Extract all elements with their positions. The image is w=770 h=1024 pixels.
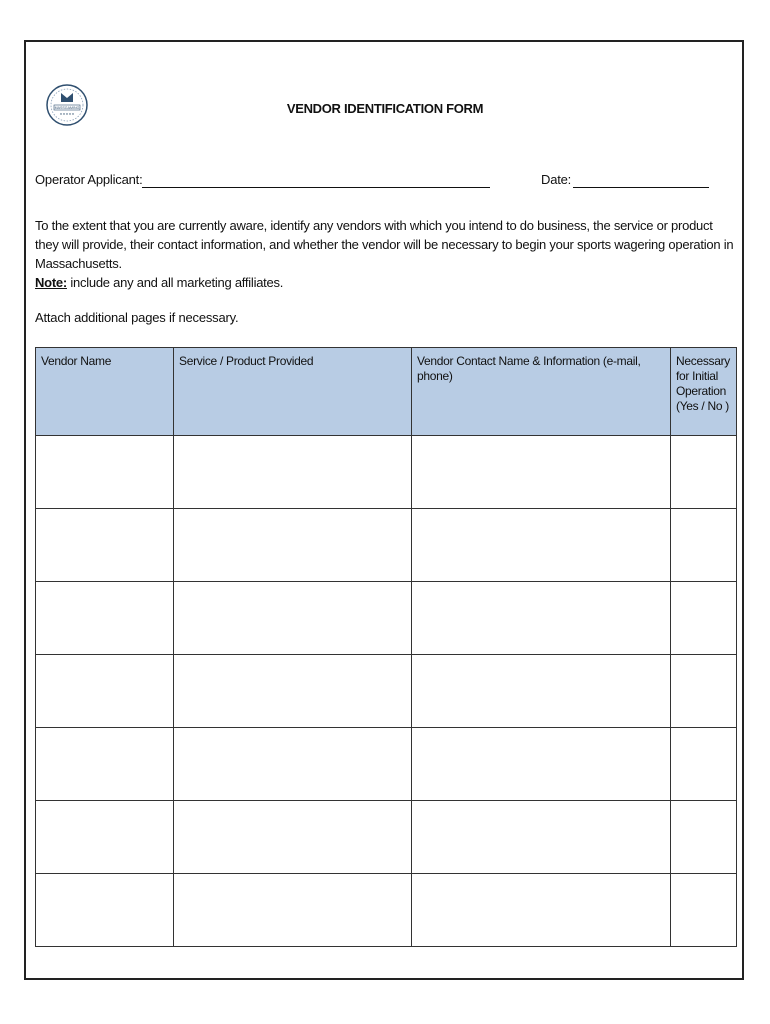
service-product-cell[interactable] (174, 509, 412, 582)
vendor-contact-cell[interactable] (412, 801, 671, 874)
vendor-name-cell[interactable] (36, 801, 174, 874)
necessary-cell[interactable] (671, 582, 737, 655)
vendor-contact-cell[interactable] (412, 436, 671, 509)
operator-applicant-field[interactable] (142, 187, 490, 188)
instructions-text: To the extent that you are currently aware, identify any vendors with which you intend to do business, the service or product they will provide, their contact information, and whether the vendor will be necessary to begin your sports wagering operation in Massachusetts. (35, 218, 734, 271)
table-row (36, 436, 737, 509)
service-product-cell[interactable] (174, 436, 412, 509)
header-service-product: Service / Product Provided (174, 348, 412, 436)
note-label: Note: (35, 275, 67, 290)
table-row (36, 801, 737, 874)
vendor-contact-cell[interactable] (412, 509, 671, 582)
note-text: include any and all marketing affiliates. (66, 275, 284, 290)
vendor-table (35, 347, 737, 947)
form-title: VENDOR IDENTIFICATION FORM (286, 101, 484, 116)
header-vendor-contact: Vendor Contact Name & Information (e-mail, phone) (412, 348, 671, 436)
vendor-contact-cell[interactable] (412, 728, 671, 801)
date-label: Date: (541, 172, 572, 187)
vendor-contact-cell[interactable] (412, 655, 671, 728)
table-row (36, 582, 737, 655)
service-product-cell[interactable] (174, 728, 412, 801)
necessary-cell[interactable] (671, 655, 737, 728)
instructions-paragraph (35, 216, 737, 292)
vendor-name-cell[interactable] (36, 728, 174, 801)
vendor-contact-cell[interactable] (412, 582, 671, 655)
necessary-cell[interactable] (671, 801, 737, 874)
vendor-name-cell[interactable] (36, 655, 174, 728)
table-row (36, 655, 737, 728)
header-necessary-initial-operation: Necessary for Initial Operation (Yes / No ) (671, 348, 737, 436)
necessary-cell[interactable] (671, 509, 737, 582)
vendor-name-cell[interactable] (36, 582, 174, 655)
necessary-cell[interactable] (671, 874, 737, 947)
necessary-cell[interactable] (671, 436, 737, 509)
attach-pages-note: Attach additional pages if necessary. (35, 310, 239, 325)
service-product-cell[interactable] (174, 801, 412, 874)
service-product-cell[interactable] (174, 582, 412, 655)
table-row (36, 728, 737, 801)
vendor-name-cell[interactable] (36, 436, 174, 509)
date-field[interactable] (573, 187, 709, 188)
service-product-cell[interactable] (174, 655, 412, 728)
logo-text: MASSGAMING (54, 106, 80, 110)
operator-applicant-label: Operator Applicant: (35, 172, 143, 187)
table-row (36, 509, 737, 582)
table-header-row (36, 348, 737, 436)
vendor-name-cell[interactable] (36, 874, 174, 947)
service-product-cell[interactable] (174, 874, 412, 947)
header-vendor-name: Vendor Name (36, 348, 174, 436)
vendor-contact-cell[interactable] (412, 874, 671, 947)
table-row (36, 874, 737, 947)
necessary-cell[interactable] (671, 728, 737, 801)
vendor-name-cell[interactable] (36, 509, 174, 582)
